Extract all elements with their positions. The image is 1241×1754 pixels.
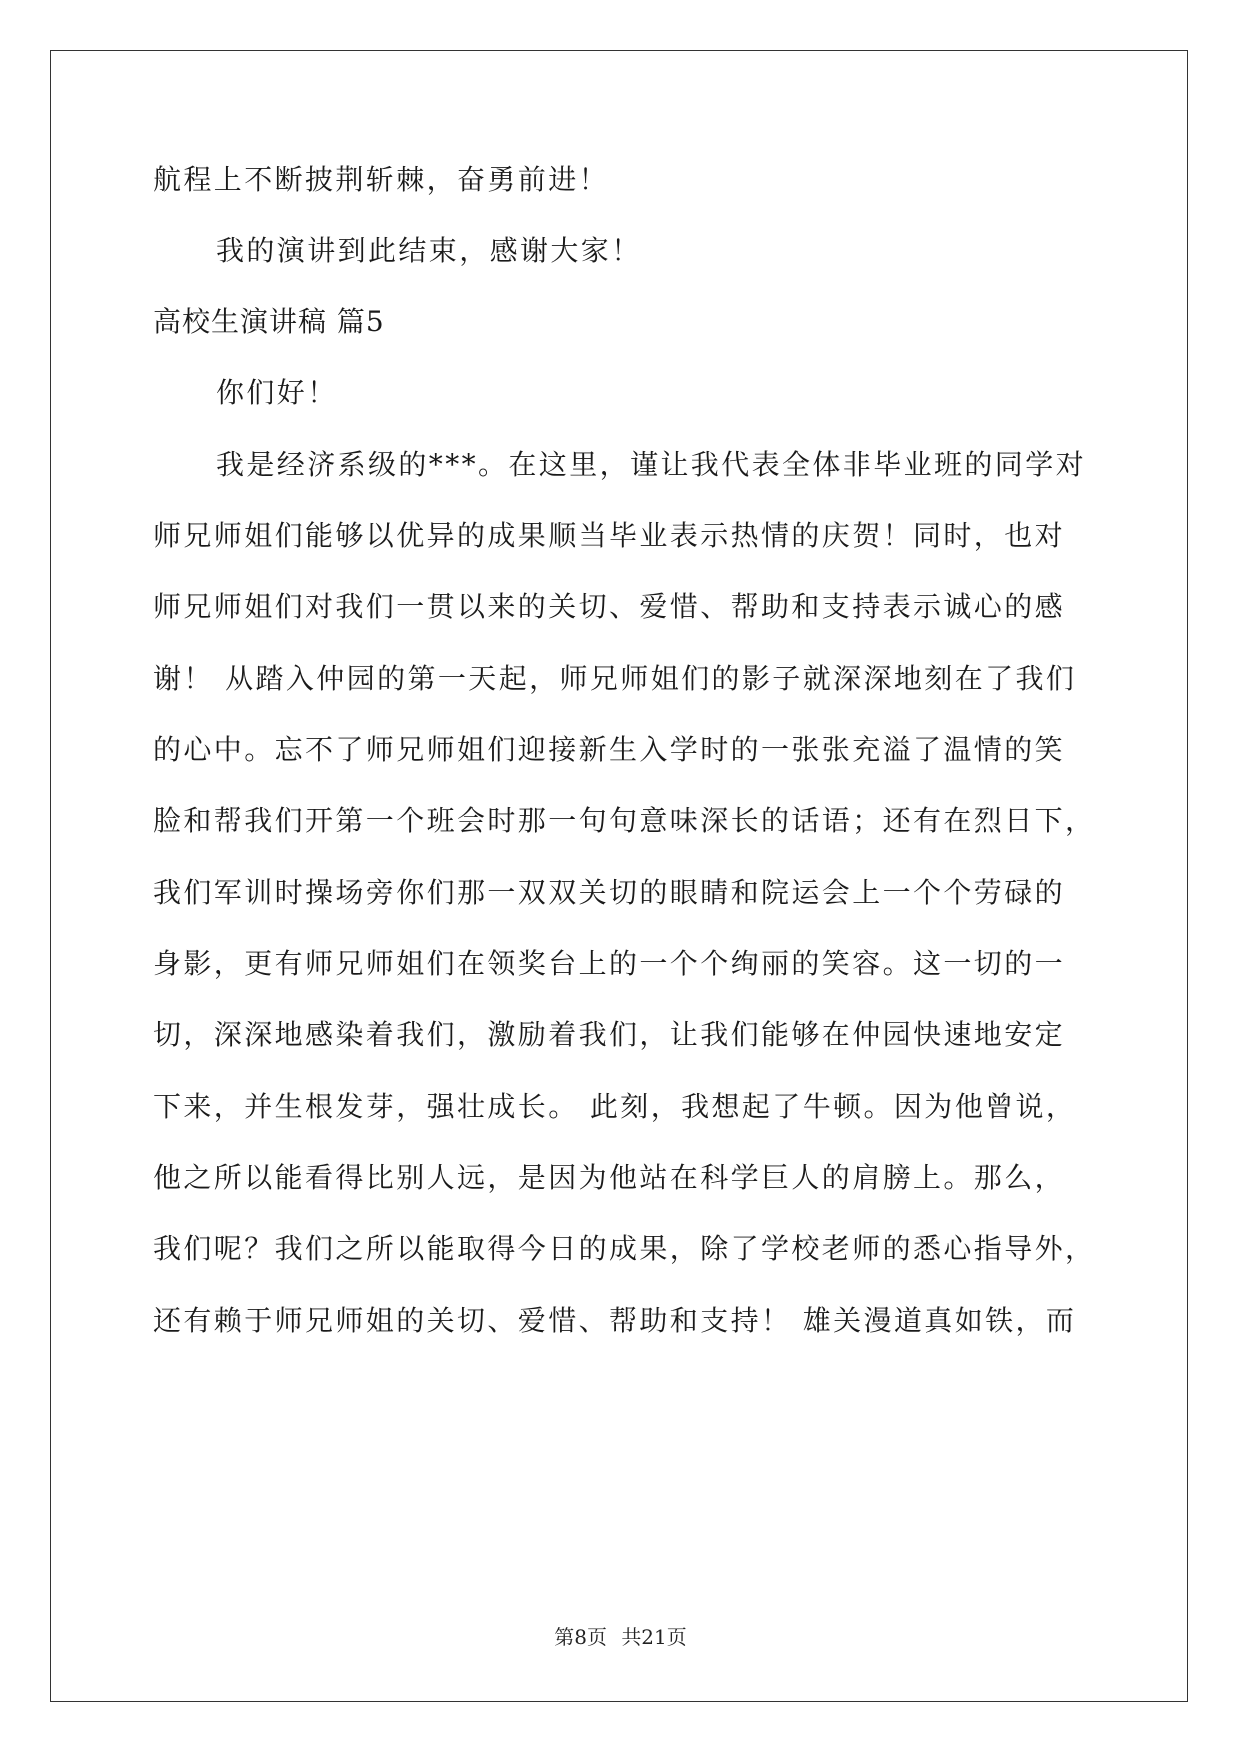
- paragraph-line: 脸和帮我们开第一个班会时那一句句意味深长的话语；还有在烈日下，: [153, 804, 1096, 837]
- page-footer: [0, 1625, 1241, 1649]
- paragraph-line: 的心中。忘不了师兄师姐们迎接新生入学时的一张张充溢了温情的笑: [153, 733, 1066, 766]
- paragraph-line: 谢！ 从踏入仲园的第一天起，师兄师姐们的影子就深深地刻在了我们: [153, 662, 1077, 695]
- paragraph-line: 身影，更有师兄师姐们在领奖台上的一个个绚丽的笑容。这一切的一: [153, 947, 1066, 980]
- paragraph-line: 下来，并生根发芽，强壮成长。 此刻，我想起了牛顿。因为他曾说，: [153, 1090, 1077, 1123]
- section-heading: 高校生演讲稿 篇5: [153, 305, 385, 338]
- page-number: 第8页: [554, 1625, 607, 1649]
- paragraph-line: 我们军训时操场旁你们那一双双关切的眼睛和院运会上一个个劳碌的: [153, 876, 1066, 909]
- paragraph-line: 我的演讲到此结束，感谢大家！: [216, 234, 642, 267]
- page-total: 共21页: [621, 1625, 687, 1649]
- paragraph-line: 我是经济系级的***。在这里，谨让我代表全体非毕业班的同学对: [216, 448, 1087, 481]
- paragraph-line: 师兄师姐们对我们一贯以来的关切、爱惜、帮助和支持表示诚心的感: [153, 590, 1066, 623]
- text-line: 航程上不断披荆斩棘，奋勇前进！: [153, 163, 610, 196]
- paragraph-line: 切，深深地感染着我们，激励着我们，让我们能够在仲园快速地安定: [153, 1018, 1066, 1051]
- paragraph-line: 我们呢？我们之所以能取得今日的成果，除了学校老师的悉心指导外，: [153, 1232, 1096, 1265]
- paragraph-line: 他之所以能看得比别人远，是因为他站在科学巨人的肩膀上。那么，: [153, 1161, 1066, 1194]
- greeting-line: 你们好！: [216, 376, 338, 409]
- paragraph-line: 还有赖于师兄师姐的关切、爱惜、帮助和支持！ 雄关漫道真如铁，而: [153, 1304, 1077, 1337]
- paragraph-line: 师兄师姐们能够以优异的成果顺当毕业表示热情的庆贺！同时，也对: [153, 519, 1066, 552]
